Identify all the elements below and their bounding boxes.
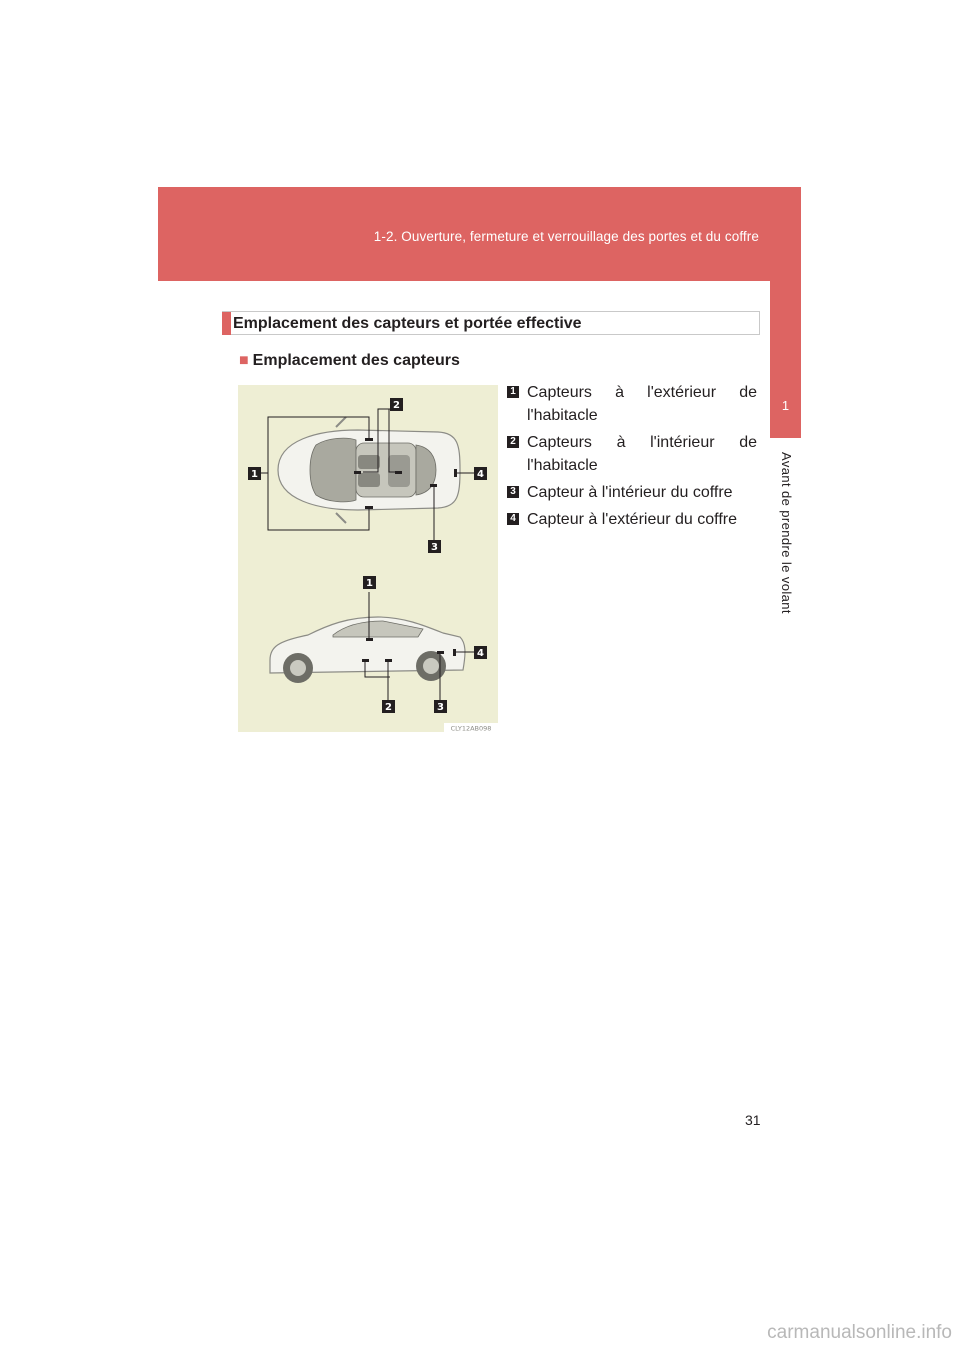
car-diagram [238, 385, 498, 732]
legend-number: 1 [507, 386, 519, 398]
legend-text: Capteur à l'extérieur du coffre [527, 511, 737, 528]
subheading [239, 352, 460, 370]
callout-3: 3 [431, 542, 438, 553]
section-heading [222, 311, 760, 335]
legend-text: Capteur à l'intérieur du coffre [527, 484, 733, 501]
square-bullet-icon: ■ [239, 352, 249, 369]
legend-text: Capteurs à l'extérieur de [527, 384, 757, 401]
legend-text-continued: l'habitacle [527, 457, 598, 474]
chapter-number: 1 [781, 398, 790, 413]
sensor-marker [454, 469, 457, 477]
subheading-text: Emplacement des capteurs [252, 352, 460, 369]
callout-2: 2 [393, 400, 400, 411]
sensor-marker [366, 638, 373, 641]
legend-number: 2 [507, 436, 519, 448]
sensor-marker [362, 659, 369, 662]
section-heading-text: Emplacement des capteurs et portée effective [233, 315, 582, 332]
sensor-legend [507, 381, 757, 535]
chapter-side-label: Avant de prendre le volant [779, 452, 794, 614]
figure-code: CLY12AB098 [450, 724, 492, 732]
legend-item [507, 508, 757, 531]
callout-2-side: 2 [385, 702, 392, 713]
callout-4-side: 4 [477, 648, 484, 659]
chapter-title: 1-2. Ouverture, fermeture et verrouillage des portes et du coffre [373, 229, 759, 244]
sensor-marker [365, 506, 373, 509]
legend-item [507, 431, 757, 477]
callout-1: 1 [251, 469, 258, 480]
sensor-marker [365, 438, 373, 441]
legend-item [507, 381, 757, 427]
page-number: 31 [745, 1112, 761, 1128]
sensor-location-figure [238, 385, 498, 732]
callout-3-side: 3 [437, 702, 444, 713]
sensor-marker [385, 659, 392, 662]
figure-code-label [444, 723, 498, 732]
car-side-view [270, 617, 465, 683]
sensor-marker [430, 484, 437, 487]
chapter-tab [770, 281, 801, 438]
legend-number: 4 [507, 513, 519, 525]
section-heading-bar [222, 312, 231, 335]
sensor-marker [453, 649, 456, 656]
header-band [158, 187, 801, 281]
legend-text-continued: l'habitacle [527, 407, 598, 424]
callout-1-side: 1 [366, 578, 373, 589]
legend-item [507, 481, 757, 504]
watermark: carmanualsonline.info [767, 1322, 952, 1343]
callout-4: 4 [477, 469, 484, 480]
sensor-marker [395, 471, 402, 474]
legend-text: Capteurs à l'intérieur de [527, 434, 757, 451]
sensor-marker [354, 471, 361, 474]
legend-number: 3 [507, 486, 519, 498]
